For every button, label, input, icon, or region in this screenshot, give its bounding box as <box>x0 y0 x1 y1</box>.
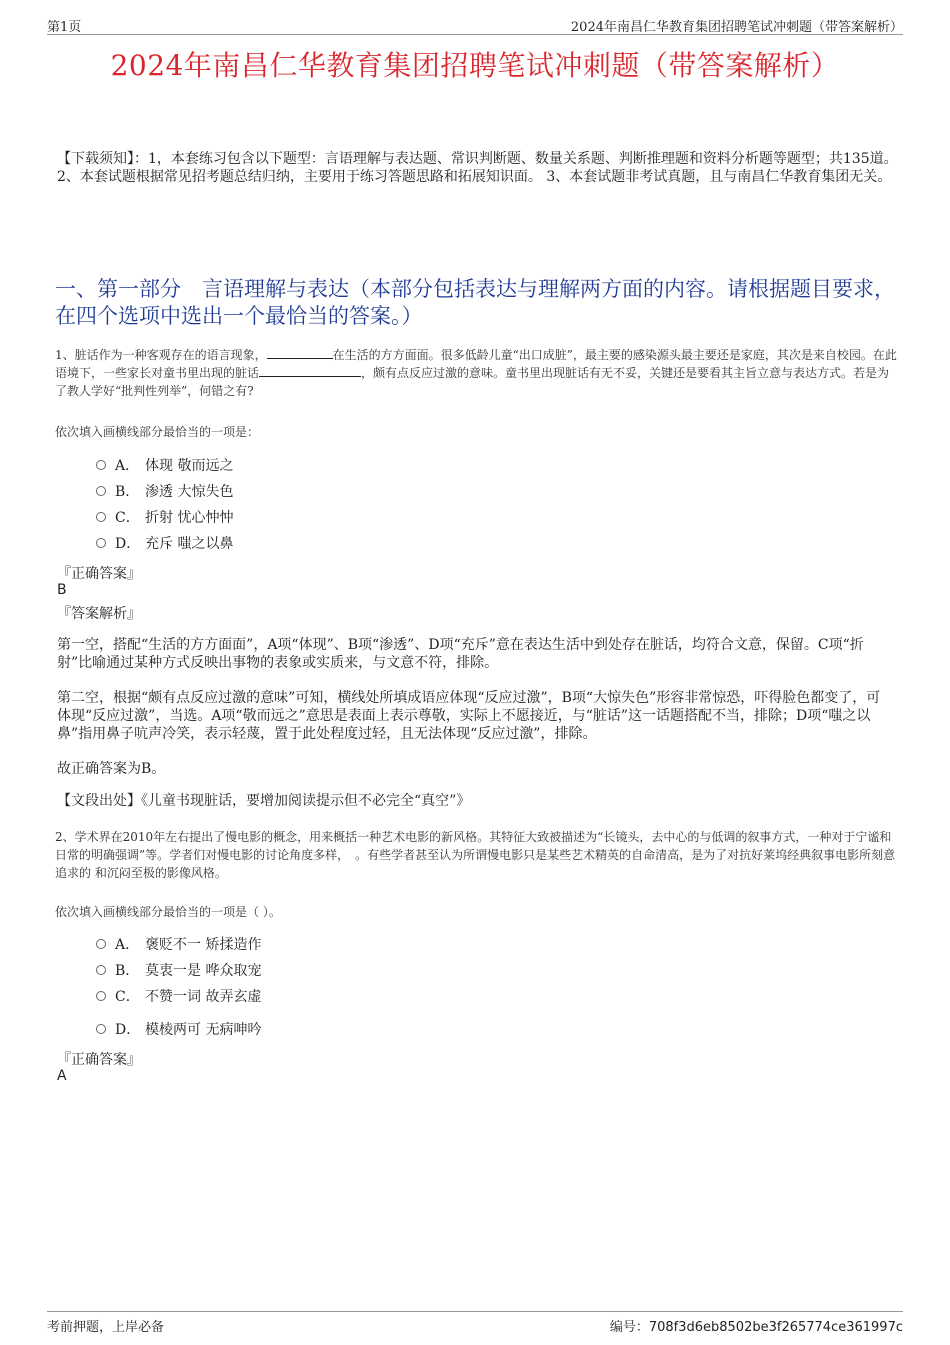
question-2-option-d[interactable]: D． 模棱两可 无病呻吟 <box>96 1020 261 1040</box>
question-1-option-b[interactable]: B． 渗透 大惊失色 <box>96 482 233 502</box>
analysis-conclusion: 故正确答案为B。 <box>57 761 166 777</box>
question-1-option-a[interactable]: A． 体现 敬而远之 <box>96 456 233 476</box>
page-header <box>47 14 903 35</box>
question-1-answer: B <box>57 582 67 598</box>
question-2-text: 2、学术界在2010年左右提出了慢电影的概念，用来概括一种艺术电影的新风格。其特征大致被描述为“长镜头，去中心的与低调的叙事方式，一种对于宁谧和日常的明确强调”等。学者们对慢电影的讨论角度多样， 。有些学者甚至认为所谓慢电影只是某些艺术精英的自命清高，是为了对抗好莱坞经典叙事电影所刻意追求的 和沉闷至极的影像风格。 <box>55 830 896 880</box>
question-2-option-b[interactable]: B． 莫衷一是 哗众取宠 <box>96 961 261 981</box>
radio-icon[interactable] <box>96 538 106 548</box>
question-2-instruction: 依次填入画横线部分最恰当的一项是（ ）。 <box>55 905 281 919</box>
question-1-option-d[interactable]: D． 充斥 嗤之以鼻 <box>96 534 233 554</box>
header-doc-title: 2024年南昌仁华教育集团招聘笔试冲刺题（带答案解析） <box>570 20 903 35</box>
question-2-option-a[interactable]: A． 褒贬不一 矫揉造作 <box>96 935 261 955</box>
question-1-analysis-label: 『答案解析』 <box>57 606 141 622</box>
footer-slogan: 考前押题，上岸必备 <box>47 1320 165 1335</box>
radio-icon[interactable] <box>96 939 106 949</box>
footer-code <box>610 1316 903 1335</box>
question-1-text: 1、脏话作为一种客观存在的语言现象， 在生活的方方面面。很多低龄儿童“出口成脏”，最主要的感染源头最主要还是家庭，其次是来自校园。在此语境下，一些家长对童书里出现的脏话 ，颇有点反应过激的意味。童书里出现脏话有无不妥，关键还是要看其主旨立意与表达方式。若是为了教人学好“批判性列举”，何错之有? <box>55 348 897 398</box>
radio-icon[interactable] <box>96 965 106 975</box>
fill-blank <box>267 346 333 359</box>
section-heading: 一、第一部分 言语理解与表达（本部分包括表达与理解两方面的内容。请根据题目要求，在四个选项中选出一个最恰当的答案。） <box>55 277 895 328</box>
question-1-option-c[interactable]: C． 折射 忧心忡忡 <box>96 508 233 528</box>
analysis-source: 【文段出处】《儿童书现脏话，要增加阅读提示但不必完全“真空”》 <box>57 793 471 809</box>
radio-icon[interactable] <box>96 991 106 1001</box>
question-1-answer-label: 『正确答案』 <box>57 566 141 582</box>
question-1-instruction: 依次填入画横线部分最恰当的一项是： <box>55 425 260 439</box>
document-title: 2024年南昌仁华教育集团招聘笔试冲刺题（带答案解析） <box>110 49 840 82</box>
radio-icon[interactable] <box>96 1024 106 1034</box>
footer-code-value: 708f3d6eb8502be3f265774ce361997c <box>648 1320 903 1335</box>
question-2-answer: A <box>57 1068 67 1084</box>
page-footer <box>47 1311 903 1334</box>
radio-icon[interactable] <box>96 460 106 470</box>
question-2-answer-label: 『正确答案』 <box>57 1052 141 1068</box>
analysis-paragraph: 第一空，搭配“生活的方方面面”，A项“体现”、B项“渗透”、D项“充斥”意在表达生活中到处存在脏话，均符合文意，保留。C项“折射”比喻通过某种方式反映出事物的表象或实质来，与文意不符，排除。 <box>57 637 864 671</box>
page-number: 第1页 <box>47 20 82 35</box>
question-2-option-c[interactable]: C． 不赞一词 故弄玄虚 <box>96 987 261 1007</box>
download-notice: 【下载须知】：1，本套练习包含以下题型：言语理解与表达题、常识判断题、数量关系题、判断推理题和资料分析题等题型；共135道。 2、本套试题根据常见招考题总结归纳，主要用于练习答题思路和拓展知识面。 3、本套试题非考试真题，且与南昌仁华教育集团无关。 <box>57 151 898 185</box>
radio-icon[interactable] <box>96 512 106 522</box>
fill-blank <box>259 364 361 377</box>
radio-icon[interactable] <box>96 486 106 496</box>
footer-code-label: 编号： <box>609 1320 649 1335</box>
analysis-paragraph: 第二空，根据“颇有点反应过激的意味”可知，横线处所填成语应体现“反应过激”，B项“大惊失色”形容非常惊恐，吓得脸色都变了，可体现“反应过激”，当选。A项“敬而远之”意思是表面上表示尊敬，实际上不愿接近，与“脏话”这一话题搭配不当，排除；D项“嗤之以鼻”指用鼻子吭声冷笑，表示轻蔑，置于此处程度过轻，且无法体现“反应过激”，排除。 <box>57 690 881 742</box>
